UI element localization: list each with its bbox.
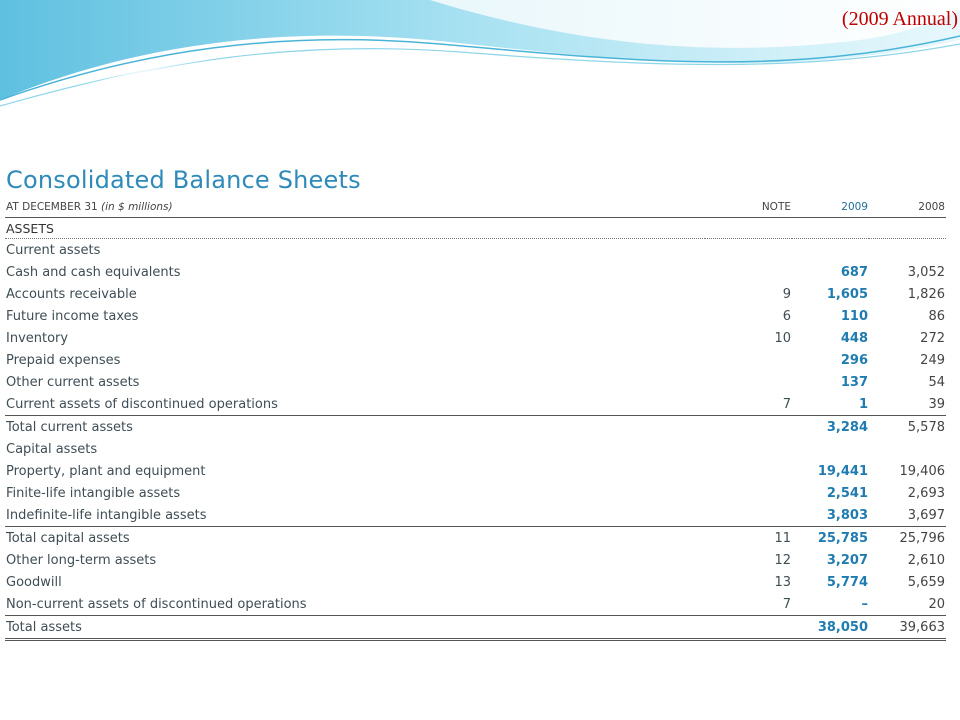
row-value-2008: 2,610 [907, 552, 945, 568]
table-row [5, 349, 946, 371]
row-value-2008: 25,796 [869, 527, 946, 550]
row-value-2009: 1 [858, 396, 868, 412]
row-value-2008: 272 [920, 330, 945, 346]
row-note: 7 [782, 596, 791, 612]
row-value-2009: 3,803 [826, 507, 868, 523]
row-label: Total current assets [5, 416, 705, 439]
row-label: Inventory [6, 330, 69, 346]
row-note: 10 [774, 330, 791, 346]
row-note [705, 261, 792, 283]
row-label: Indefinite-life intangible assets [6, 507, 207, 523]
annual-report-badge: (2009 Annual) [841, 8, 958, 30]
row-label: Accounts receivable [6, 286, 137, 302]
row-value-2008: 39,663 [869, 616, 946, 640]
column-header-label [5, 197, 705, 218]
row-value-2008: 5,578 [869, 416, 946, 439]
row-value-2009: 3,207 [826, 552, 868, 568]
table-row [5, 571, 946, 593]
row-value-2008: 86 [928, 308, 945, 324]
row-value-2009: – [861, 596, 868, 612]
row-note [705, 416, 792, 439]
row-value-2009: 110 [840, 308, 868, 324]
table-row [5, 239, 946, 262]
row-value-2008 [869, 438, 946, 460]
row-note: 12 [774, 552, 791, 568]
row-value-2008: 3,052 [907, 264, 945, 280]
row-value-2008: 54 [928, 374, 945, 390]
row-note [705, 239, 792, 262]
row-value-2009: 687 [840, 264, 868, 280]
column-header-2009: 2009 [792, 197, 869, 218]
page-title: Consolidated Balance Sheets [6, 166, 361, 195]
row-value-2009: 448 [840, 330, 868, 346]
row-value-2008 [869, 239, 946, 262]
table-row [5, 261, 946, 283]
section-row-assets [5, 218, 946, 239]
row-value-2008: 19,406 [899, 463, 945, 479]
table-row [5, 527, 946, 550]
row-note [705, 438, 792, 460]
table-row [5, 283, 946, 305]
column-header-2008: 2008 [869, 197, 946, 218]
row-value-2008: 2,693 [907, 485, 945, 501]
row-value-2009 [792, 239, 869, 262]
row-note: 6 [782, 308, 791, 324]
row-value-2009: 38,050 [792, 616, 869, 640]
row-value-2008: 20 [928, 596, 945, 612]
row-label: Non-current assets of discontinued operations [6, 596, 307, 612]
row-value-2009: 137 [840, 374, 868, 390]
row-value-2009 [792, 438, 869, 460]
row-label: Prepaid expenses [6, 352, 121, 368]
section-heading: ASSETS [5, 218, 946, 239]
row-value-2009: 5,774 [826, 574, 868, 590]
row-label: Other current assets [6, 374, 140, 390]
row-value-2008: 39 [928, 396, 945, 412]
row-note: 11 [705, 527, 792, 550]
row-label: Cash and cash equivalents [6, 264, 181, 280]
row-note [705, 371, 792, 393]
row-label: Current assets of discontinued operations [6, 396, 278, 412]
table-row [5, 460, 946, 482]
table-row [5, 549, 946, 571]
row-value-2008: 249 [920, 352, 945, 368]
table-row [5, 327, 946, 349]
row-label: Future income taxes [6, 308, 139, 324]
row-value-2009: 19,441 [817, 463, 868, 479]
row-value-2008: 3,697 [907, 507, 945, 523]
row-label: Total capital assets [5, 527, 705, 550]
date-prefix: AT DECEMBER 31 [6, 201, 98, 213]
row-note [705, 616, 792, 640]
row-label: Total assets [5, 616, 705, 640]
row-note: 9 [782, 286, 791, 302]
row-label: Current assets [6, 242, 101, 258]
table-row [5, 305, 946, 327]
row-value-2009: 3,284 [792, 416, 869, 439]
units-note: (in $ millions) [101, 201, 173, 213]
row-note [705, 460, 792, 482]
table-row [5, 438, 946, 460]
table-row [5, 593, 946, 616]
table-row [5, 616, 946, 640]
row-label: Other long-term assets [6, 552, 157, 568]
decorative-wave-banner [0, 0, 960, 110]
row-label: Goodwill [6, 574, 62, 590]
balance-sheet-table [5, 197, 946, 641]
table-row [5, 482, 946, 504]
table-row [5, 371, 946, 393]
row-note [705, 504, 792, 527]
table-row [5, 393, 946, 416]
row-note [705, 349, 792, 371]
row-note [705, 482, 792, 504]
row-note: 7 [782, 396, 791, 412]
row-label: Property, plant and equipment [6, 463, 206, 479]
row-value-2008: 5,659 [907, 574, 945, 590]
row-label: Capital assets [6, 441, 98, 457]
row-value-2009: 1,605 [826, 286, 868, 302]
table-row [5, 504, 946, 527]
table-header-row [5, 197, 946, 218]
column-header-note: NOTE [705, 197, 792, 218]
table-row [5, 416, 946, 439]
row-value-2008: 1,826 [907, 286, 945, 302]
row-value-2009: 25,785 [792, 527, 869, 550]
row-value-2009: 2,541 [826, 485, 868, 501]
row-label: Finite-life intangible assets [6, 485, 181, 501]
row-note: 13 [774, 574, 791, 590]
row-value-2009: 296 [840, 352, 868, 368]
